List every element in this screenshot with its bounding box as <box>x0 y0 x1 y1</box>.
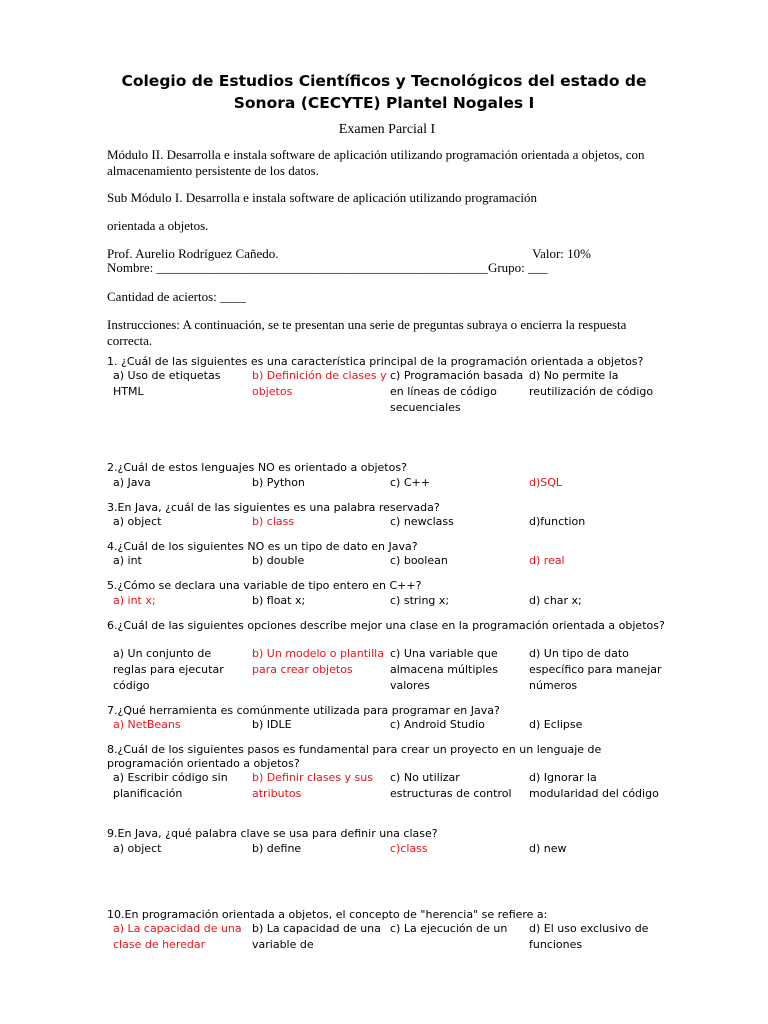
option-a[interactable]: a) object <box>113 842 162 855</box>
option-a[interactable]: a) La capacidad de una clase de heredar <box>113 922 242 951</box>
option-d[interactable]: d) Eclipse <box>529 718 583 731</box>
option-d[interactable]: d) real <box>529 554 565 567</box>
option-b[interactable]: b) La capacidad de una variable de <box>252 922 381 951</box>
question-6-options <box>113 646 673 706</box>
question-5: 5.¿Cómo se declara una variable de tipo entero en C++? <box>107 579 422 592</box>
option-d[interactable]: d) char x; <box>529 594 582 607</box>
option-a[interactable]: a) NetBeans <box>113 718 181 731</box>
nombre-line: Nombre: ___________________________________________________Grupo: ___ <box>107 260 548 275</box>
option-a[interactable]: a) Escribir código sin planificación <box>113 771 228 800</box>
school-title-line1: Colegio de Estudios Científicos y Tecnológicos del estado de <box>121 72 647 90</box>
option-b[interactable]: b) Definición de clases y objetos <box>252 369 387 398</box>
option-c[interactable]: c) No utilizar estructuras de control <box>390 771 512 800</box>
option-b[interactable]: b) double <box>252 554 305 567</box>
option-a[interactable]: a) int <box>113 554 142 567</box>
prof-name: Prof. Aurelio Rodríguez Cañedo. <box>107 246 279 261</box>
option-a[interactable]: a) object <box>113 515 162 528</box>
modulo-text: Módulo II. Desarrolla e instala software de aplicación utilizando programación orientada a objetos, con almacenamiento persistente de los datos. <box>107 147 645 178</box>
option-c[interactable]: c) La ejecución de un <box>390 922 508 935</box>
instructions: Instrucciones: A continuación, se te presentan una serie de preguntas subraya o encierra la respuesta correcta. <box>107 317 627 348</box>
option-c[interactable]: c) C++ <box>390 476 430 489</box>
option-b[interactable]: b) define <box>252 842 302 855</box>
prof-row <box>107 247 667 261</box>
question-8-options <box>113 770 673 830</box>
submodulo-line1: Sub Módulo I. Desarrolla e instala software de aplicación utilizando programación <box>107 190 537 205</box>
option-d[interactable]: d)SQL <box>529 476 563 489</box>
question-6: 6.¿Cuál de las siguientes opciones describe mejor una clase en la programación orientada a objetos? <box>107 619 665 632</box>
option-c[interactable]: c) Programación basada en líneas de código secuenciales <box>390 369 524 414</box>
question-10: 10.En programación orientada a objetos, el concepto de "herencia" se refiere a: <box>107 908 548 921</box>
option-b[interactable]: b) Un modelo o plantilla para crear objetos <box>252 647 384 676</box>
option-c[interactable]: c)class <box>390 842 428 855</box>
option-c[interactable]: c) Android Studio <box>390 718 485 731</box>
option-b[interactable]: b) Definir clases y sus atributos <box>252 771 373 800</box>
question-7: 7.¿Qué herramienta es comúnmente utilizada para programar en Java? <box>107 704 500 717</box>
question-3: 3.En Java, ¿cuál de las siguientes es una palabra reservada? <box>107 501 440 514</box>
question-9: 9.En Java, ¿qué palabra clave se usa para definir una clase? <box>107 827 438 840</box>
option-c[interactable]: c) boolean <box>390 554 448 567</box>
option-a[interactable]: a) Un conjunto de reglas para ejecutar código <box>113 647 224 692</box>
option-a[interactable]: a) Java <box>113 476 151 489</box>
question-1-options <box>113 368 673 428</box>
question-4: 4.¿Cuál de los siguientes NO es un tipo de dato en Java? <box>107 540 418 553</box>
option-b[interactable]: b) Python <box>252 476 305 489</box>
option-d[interactable]: d) Ignorar la modularidad del código <box>529 771 659 800</box>
school-title <box>100 70 668 114</box>
option-d[interactable]: d) Un tipo de dato específico para manejar números <box>529 647 662 692</box>
submodulo-line2: orientada a objetos. <box>107 218 209 233</box>
option-c[interactable]: c) Una variable que almacena múltiples valores <box>390 647 498 692</box>
question-1: 1. ¿Cuál de las siguientes es una característica principal de la programación orientada a objetos? <box>107 355 644 368</box>
option-a[interactable]: a) Uso de etiquetas HTML <box>113 369 221 398</box>
option-c[interactable]: c) newclass <box>390 515 454 528</box>
exam-title: Examen Parcial I <box>338 122 436 137</box>
option-d[interactable]: d)function <box>529 515 586 528</box>
option-c[interactable]: c) string x; <box>390 594 450 607</box>
aciertos-line: Cantidad de aciertos: ____ <box>107 289 246 304</box>
option-b[interactable]: b) class <box>252 515 295 528</box>
option-b[interactable]: b) float x; <box>252 594 306 607</box>
question-10-options <box>113 921 673 981</box>
option-d[interactable]: d) El uso exclusivo de funciones <box>529 922 649 951</box>
question-2: 2.¿Cuál de estos lenguajes NO es orientado a objetos? <box>107 461 407 474</box>
option-d[interactable]: d) new <box>529 842 567 855</box>
option-d[interactable]: d) No permite la reutilización de código <box>529 369 654 398</box>
question-8: 8.¿Cuál de los siguientes pasos es fundamental para crear un proyecto en un lenguaje de programación orientado a objetos? <box>107 743 602 770</box>
option-a[interactable]: a) int x; <box>113 594 156 607</box>
school-title-line2: Sonora (CECYTE) Plantel Nogales I <box>233 94 535 112</box>
valor-text: Valor: 10% <box>532 246 591 261</box>
option-b[interactable]: b) IDLE <box>252 718 292 731</box>
question-9-options <box>113 841 673 901</box>
